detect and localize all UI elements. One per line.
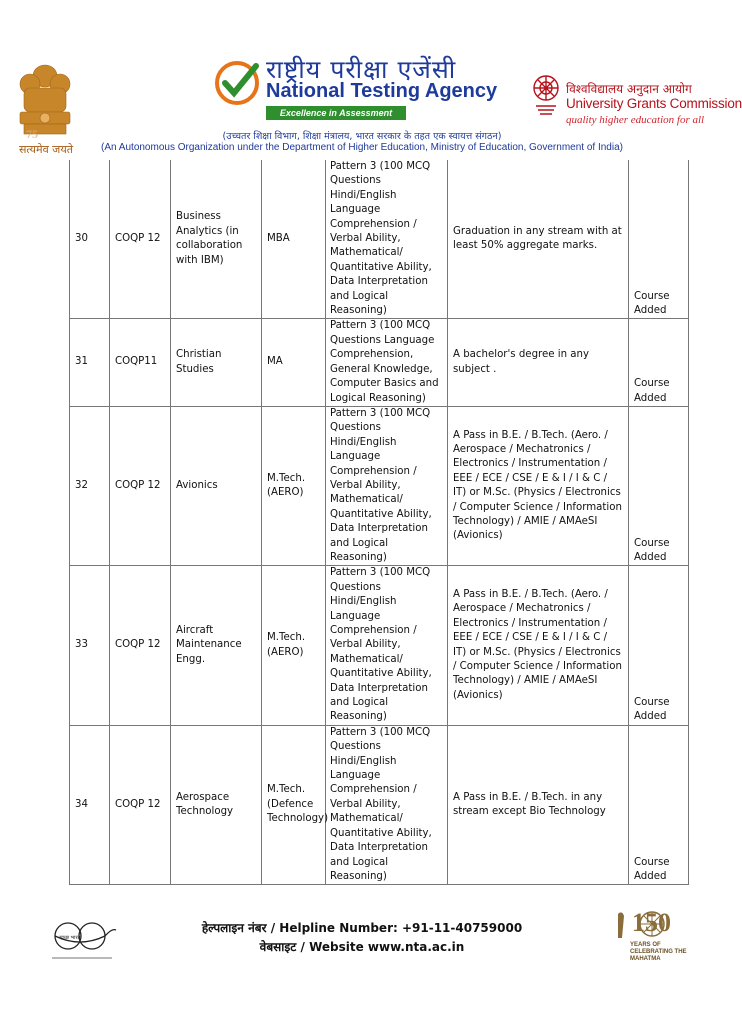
ugc-tagline: quality higher education for all	[566, 114, 705, 126]
eligibility-criteria: A Pass in B.E. / B.Tech. (Aero. / Aerospace / Mechatronics / Electronics / Instrumentation / EEE / ECE / CSE / E & I / I & C / IT) or M.Sc. (Physics / Electronics / Computer Science / Information Technology) / AMIE / AMAeSI (Avionics)	[448, 566, 629, 725]
program-name: M.Tech. (Defence Technology)	[262, 725, 326, 884]
website-link[interactable]: वेबसाइट / Website www.nta.ac.in	[259, 940, 465, 954]
nta-english-name: National Testing Agency	[266, 80, 498, 102]
program-name: M.Tech. (AERO)	[262, 406, 326, 565]
test-pattern: Pattern 3 (100 MCQ Questions Hindi/English Language Comprehension / Verbal Ability, Mathematical/ Quantitative Ability, Data Interpretation and Logical Reasoning)	[326, 725, 448, 884]
eligibility-criteria: A Pass in B.E. / B.Tech. in any stream except Bio Technology	[448, 725, 629, 884]
test-pattern: Pattern 3 (100 MCQ Questions Hindi/English Language Comprehension / Verbal Ability, Mathematical/ Quantitative Ability, Data Interpretation and Logical Reasoning)	[326, 566, 448, 725]
helpline-number: हेल्पलाइन नंबर / Helpline Number: +91-11-40759000	[201, 921, 523, 935]
org-description-hindi: (उच्चतर शिक्षा विभाग, शिक्षा मंत्रालय, भारत सरकार के तहत एक स्वायत्त संगठन)	[222, 131, 502, 142]
serial-number: 30	[70, 160, 110, 319]
paper-code: COQP 12	[110, 566, 171, 725]
svg-text:75: 75	[26, 127, 38, 141]
swachh-text: स्वच्छ भारत	[59, 935, 81, 941]
serial-number: 31	[70, 319, 110, 406]
serial-number: 34	[70, 725, 110, 884]
serial-number: 33	[70, 566, 110, 725]
remark: Course Added	[629, 406, 689, 565]
paper-code: COQP 12	[110, 725, 171, 884]
eligibility-criteria: Graduation in any stream with at least 50% aggregate marks.	[448, 160, 629, 319]
ugc-logo-icon	[530, 72, 562, 124]
course-name: Business Analytics (in collaboration with IBM)	[171, 160, 262, 319]
table-row	[70, 160, 689, 319]
program-name: MBA	[262, 160, 326, 319]
table-row	[70, 319, 689, 406]
table-row	[70, 406, 689, 565]
ugc-english-name: University Grants Commission	[566, 96, 742, 111]
table-row	[70, 566, 689, 725]
eligibility-criteria: A Pass in B.E. / B.Tech. (Aero. / Aerospace / Mechatronics / Electronics / Instrumentation / EEE / ECE / CSE / E & I / I & C / IT) or M.Sc. (Physics / Electronics / Computer Science / Information Technology) / AMIE / AMAeSI (Avionics)	[448, 406, 629, 565]
course-table	[69, 160, 689, 885]
eligibility-criteria: A bachelor's degree in any subject .	[448, 319, 629, 406]
paper-code: COQP11	[110, 319, 171, 406]
remark: Course Added	[629, 160, 689, 319]
test-pattern: Pattern 3 (100 MCQ Questions Hindi/English Language Comprehension / Verbal Ability, Mathematical/ Quantitative Ability, Data Interpretation and Logical Reasoning)	[326, 406, 448, 565]
nta-tagline: Excellence in Assessment	[266, 106, 406, 120]
nta-hindi-name: राष्ट्रीय परीक्षा एजेंसी	[266, 55, 457, 84]
test-pattern: Pattern 3 (100 MCQ Questions Hindi/English Language Comprehension / Verbal Ability, Mathematical/ Quantitative Ability, Data Interpretation and Logical Reasoning)	[326, 160, 448, 319]
course-name: Avionics	[171, 406, 262, 565]
ugc-hindi-name: विश्वविद्यालय अनुदान आयोग	[566, 82, 692, 96]
gandhi-150-number: 150	[632, 908, 671, 937]
org-description-english: (An Autonomous Organization under the Department of Higher Education, Ministry of Education, Government of India)	[101, 142, 623, 153]
remark: Course Added	[629, 319, 689, 406]
course-name: Aerospace Technology	[171, 725, 262, 884]
test-pattern: Pattern 3 (100 MCQ Questions Language Comprehension, General Knowledge, Computer Basics and Logical Reasoning)	[326, 319, 448, 406]
paper-code: COQP 12	[110, 160, 171, 319]
emblem-motto: सत्यमेव जयते	[18, 143, 73, 156]
serial-number: 32	[70, 406, 110, 565]
remark: Course Added	[629, 566, 689, 725]
course-name: Aircraft Maintenance Engg.	[171, 566, 262, 725]
paper-code: COQP 12	[110, 406, 171, 565]
table-row	[70, 725, 689, 884]
program-name: MA	[262, 319, 326, 406]
course-name: Christian Studies	[171, 319, 262, 406]
gandhi-150-text: YEARS OF CELEBRATING THE MAHATMA	[630, 942, 687, 962]
program-name: M.Tech. (AERO)	[262, 566, 326, 725]
nta-logo-icon	[212, 58, 262, 108]
remark: Course Added	[629, 725, 689, 884]
